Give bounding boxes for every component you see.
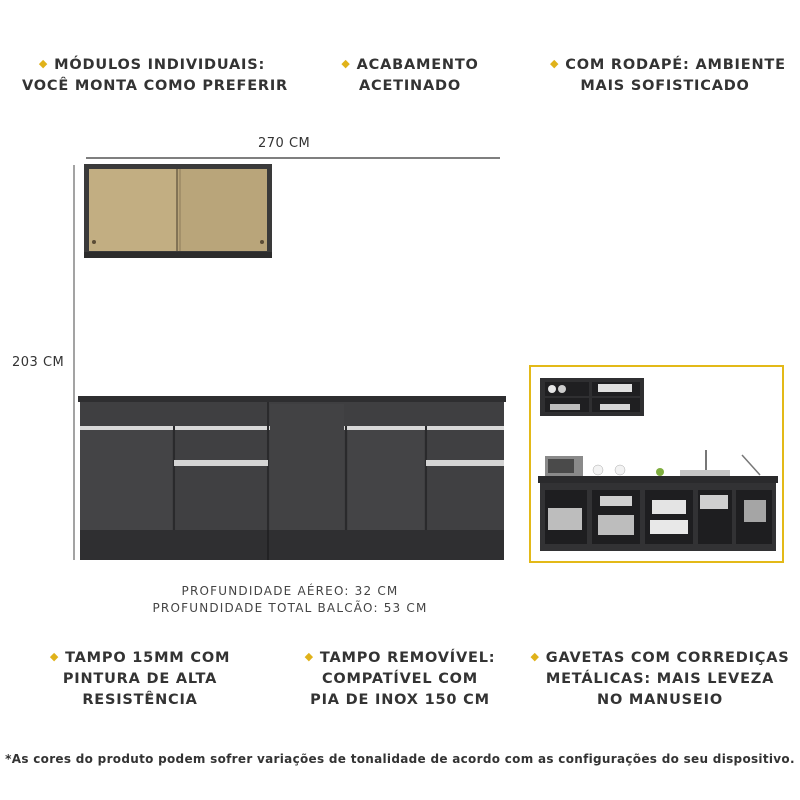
depth-balcao: PROFUNDIDADE TOTAL BALCÃO: 53 CM — [152, 601, 428, 615]
feature-acabamento-line2: ACETINADO — [359, 78, 461, 94]
feature-modulos-line1: MÓDULOS INDIVIDUAIS: — [54, 57, 266, 73]
diamond-bullet-icon: ◆ — [341, 57, 351, 70]
base-cabinet — [78, 396, 506, 560]
feature-gavetas-line3: NO MANUSEIO — [597, 692, 723, 708]
feature-acabamento-line1: ACABAMENTO — [356, 57, 479, 73]
feature-tampo-removivel — [300, 648, 500, 711]
color-disclaimer: *As cores do produto podem sofrer variações de tonalidade de acordo com as configurações do seu dispositivo. — [5, 752, 795, 766]
depth-aereo: PROFUNDIDADE AÉREO: 32 CM — [181, 584, 399, 598]
feature-rodape-line2: MAIS SOFISTICADO — [580, 78, 750, 94]
diamond-bullet-icon: ◆ — [49, 650, 60, 663]
feature-tampo-pintura — [40, 648, 240, 711]
diamond-bullet-icon: ◆ — [304, 650, 314, 663]
feature-gavetas-line1: GAVETAS COM CORREDIÇAS — [545, 650, 790, 666]
feature-tampo-pintura-line2: PINTURA DE ALTA — [62, 671, 218, 687]
feature-tampo-removivel-line2: COMPATÍVEL COM — [321, 671, 479, 687]
wall-cabinet — [84, 164, 272, 258]
diamond-bullet-icon: ◆ — [550, 57, 560, 70]
width-dimension-label: 270 CM — [258, 136, 311, 151]
diamond-bullet-icon: ◆ — [38, 57, 49, 70]
feature-modulos-line2: VOCÊ MONTA COMO PREFERIR — [22, 78, 289, 94]
feature-tampo-removivel-line1: TAMPO REMOVÍVEL: — [319, 650, 496, 666]
height-dimension-label: 203 CM — [12, 355, 65, 370]
feature-gavetas — [530, 648, 790, 711]
feature-tampo-pintura-line3: RESISTÊNCIA — [82, 692, 198, 708]
feature-tampo-removivel-line3: PIA DE INOX 150 CM — [310, 692, 490, 708]
feature-tampo-pintura-line1: TAMPO 15MM COM — [65, 650, 231, 666]
feature-gavetas-line2: METÁLICAS: MAIS LEVEZA — [545, 671, 775, 687]
feature-rodape-line1: COM RODAPÉ: AMBIENTE — [565, 57, 786, 73]
kitchen-photo-inset — [530, 366, 783, 562]
diamond-bullet-icon: ◆ — [530, 650, 540, 663]
